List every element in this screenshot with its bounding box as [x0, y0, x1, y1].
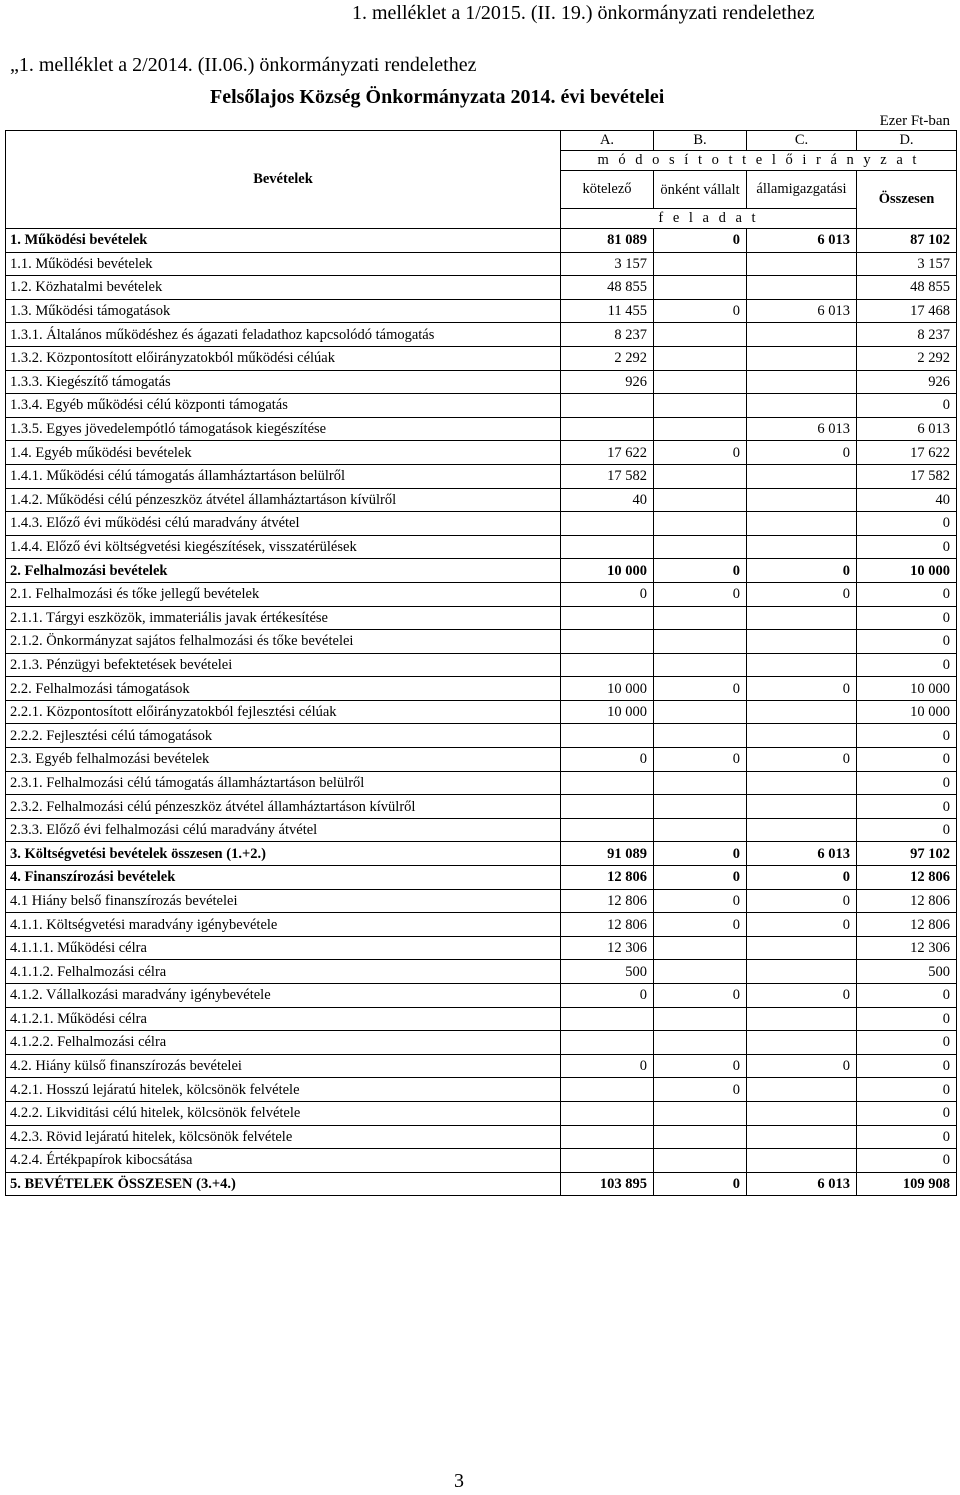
- osszesen-value: 6 013: [857, 417, 957, 441]
- row-label: 1.4.3. Előző évi működési célú maradvány átvétel: [6, 512, 561, 536]
- allamigazgatasi-value: [747, 1007, 857, 1031]
- row-label: 2.3.1. Felhalmozási célú támogatás államháztartáson belülről: [6, 771, 561, 795]
- kotelezo-value: 0: [561, 984, 654, 1008]
- document-title: Felsőlajos Község Önkormányzata 2014. évi bevételei: [210, 86, 665, 108]
- table-row: [6, 889, 957, 913]
- osszesen-value: 87 102: [857, 229, 957, 253]
- row-label: 2.2. Felhalmozási támogatások: [6, 677, 561, 701]
- table-row: [6, 818, 957, 842]
- osszesen-value: 0: [857, 1101, 957, 1125]
- osszesen-value: 0: [857, 535, 957, 559]
- table-row: [6, 653, 957, 677]
- table-row: [6, 441, 957, 465]
- onkent-value: 0: [654, 748, 747, 772]
- table-row: [6, 1031, 957, 1055]
- osszesen-value: 0: [857, 630, 957, 654]
- osszesen-value: 0: [857, 606, 957, 630]
- allamigazgatasi-value: 0: [747, 889, 857, 913]
- row-label: 2.1.2. Önkormányzat sajátos felhalmozási és tőke bevételei: [6, 630, 561, 654]
- row-label: 4.1.2.1. Működési célra: [6, 1007, 561, 1031]
- kotelezo-value: [561, 653, 654, 677]
- kotelezo-value: [561, 630, 654, 654]
- osszesen-value: 0: [857, 1031, 957, 1055]
- kotelezo-value: [561, 795, 654, 819]
- onkent-value: [654, 960, 747, 984]
- allamigazgatasi-value: [747, 252, 857, 276]
- row-label: 2.3. Egyéb felhalmozási bevételek: [6, 748, 561, 772]
- kotelezo-value: 12 806: [561, 866, 654, 890]
- allamigazgatasi-value: 0: [747, 1054, 857, 1078]
- osszesen-value: 17 468: [857, 299, 957, 323]
- allamigazgatasi-value: [747, 960, 857, 984]
- row-label: 1.4.4. Előző évi költségvetési kiegészítések, visszatérülések: [6, 535, 561, 559]
- allamigazgatasi-value: [747, 1101, 857, 1125]
- onkent-value: [654, 724, 747, 748]
- kotelezo-value: 500: [561, 960, 654, 984]
- col-letter-b: B.: [654, 131, 747, 151]
- table-row: [6, 394, 957, 418]
- unit-label: Ezer Ft-ban: [879, 113, 950, 129]
- osszesen-value: 10 000: [857, 559, 957, 583]
- onkent-value: 0: [654, 559, 747, 583]
- kotelezo-value: [561, 1078, 654, 1102]
- allamigazgatasi-value: [747, 606, 857, 630]
- kotelezo-value: [561, 771, 654, 795]
- allamigazgatasi-value: [747, 724, 857, 748]
- row-label: 1.3.3. Kiegészítő támogatás: [6, 370, 561, 394]
- kotelezo-value: 11 455: [561, 299, 654, 323]
- row-label: 2. Felhalmozási bevételek: [6, 559, 561, 583]
- table-row: [6, 606, 957, 630]
- onkent-value: 0: [654, 889, 747, 913]
- osszesen-value: 0: [857, 748, 957, 772]
- revenue-table-body: [6, 229, 957, 1196]
- revenue-table: [5, 130, 957, 1196]
- onkent-value: [654, 1101, 747, 1125]
- table-row: [6, 700, 957, 724]
- col-letter-c: C.: [747, 131, 857, 151]
- allamigazgatasi-value: 6 013: [747, 299, 857, 323]
- allamigazgatasi-value: 0: [747, 866, 857, 890]
- table-row: [6, 771, 957, 795]
- osszesen-value: 0: [857, 512, 957, 536]
- onkent-value: 0: [654, 1172, 747, 1196]
- onkent-value: [654, 370, 747, 394]
- row-label: 2.1.1. Tárgyi eszközök, immateriális javak értékesítése: [6, 606, 561, 630]
- osszesen-value: 0: [857, 795, 957, 819]
- table-row: [6, 795, 957, 819]
- kotelezo-value: 81 089: [561, 229, 654, 253]
- table-row: [6, 582, 957, 606]
- row-label: 1.3.1. Általános működéshez és ágazati feladathoz kapcsolódó támogatás: [6, 323, 561, 347]
- onkent-value: [654, 512, 747, 536]
- osszesen-value: 0: [857, 653, 957, 677]
- kotelezo-value: [561, 1125, 654, 1149]
- osszesen-value: 0: [857, 771, 957, 795]
- osszesen-value: 17 622: [857, 441, 957, 465]
- osszesen-value: 97 102: [857, 842, 957, 866]
- kotelezo-value: 10 000: [561, 677, 654, 701]
- allamigazgatasi-value: [747, 795, 857, 819]
- table-row: [6, 936, 957, 960]
- table-row: [6, 960, 957, 984]
- onkent-value: 0: [654, 582, 747, 606]
- allamigazgatasi-value: 0: [747, 748, 857, 772]
- row-label: 4.2.3. Rövid lejáratú hitelek, kölcsönök felvétele: [6, 1125, 561, 1149]
- table-row: [6, 488, 957, 512]
- allamigazgatasi-value: [747, 1031, 857, 1055]
- osszesen-value: 109 908: [857, 1172, 957, 1196]
- onkent-value: [654, 630, 747, 654]
- osszesen-value: 12 806: [857, 913, 957, 937]
- row-label: 1.3.4. Egyéb működési célú központi támogatás: [6, 394, 561, 418]
- onkent-value: 0: [654, 842, 747, 866]
- table-row: [6, 1149, 957, 1173]
- kotelezo-value: 0: [561, 748, 654, 772]
- osszesen-value: 0: [857, 394, 957, 418]
- row-label: 3. Költségvetési bevételek összesen (1.+2.): [6, 842, 561, 866]
- osszesen-value: 10 000: [857, 677, 957, 701]
- allamigazgatasi-value: [747, 512, 857, 536]
- kotelezo-value: 8 237: [561, 323, 654, 347]
- table-row: [6, 464, 957, 488]
- kotelezo-value: 103 895: [561, 1172, 654, 1196]
- osszesen-value: 3 157: [857, 252, 957, 276]
- kotelezo-value: [561, 512, 654, 536]
- table-row: [6, 323, 957, 347]
- row-label: 4.1 Hiány belső finanszírozás bevételei: [6, 889, 561, 913]
- kotelezo-value: [561, 535, 654, 559]
- allamigazgatasi-value: [747, 1125, 857, 1149]
- onkent-value: [654, 323, 747, 347]
- osszesen-value: 17 582: [857, 464, 957, 488]
- allamigazgatasi-value: [747, 1078, 857, 1102]
- table-row: [6, 370, 957, 394]
- table-row: [6, 229, 957, 253]
- allamigazgatasi-value: [747, 630, 857, 654]
- table-row: [6, 630, 957, 654]
- row-label: 5. BEVÉTELEK ÖSSZESEN (3.+4.): [6, 1172, 561, 1196]
- allamigazgatasi-value: [747, 346, 857, 370]
- row-label: 1.3.2. Központosított előirányzatokból működési célúak: [6, 346, 561, 370]
- allamigazgatasi-value: [747, 700, 857, 724]
- row-label: 4.1.2.2. Felhalmozási célra: [6, 1031, 561, 1055]
- row-label: 2.3.2. Felhalmozási célú pénzeszköz átvétel államháztartáson kívülről: [6, 795, 561, 819]
- row-label: 2.2.1. Központosított előirányzatokból fejlesztési célúak: [6, 700, 561, 724]
- kotelezo-value: [561, 1149, 654, 1173]
- allamigazgatasi-value: [747, 394, 857, 418]
- row-label: 4.1.1. Költségvetési maradvány igénybevétele: [6, 913, 561, 937]
- onkent-value: [654, 464, 747, 488]
- table-row: [6, 1007, 957, 1031]
- table-row: [6, 1172, 957, 1196]
- allamigazgatasi-value: [747, 488, 857, 512]
- allamigazgatasi-value: 6 013: [747, 1172, 857, 1196]
- kotelezo-value: [561, 1007, 654, 1031]
- table-row: [6, 512, 957, 536]
- allamigazgatasi-value: [747, 276, 857, 300]
- table-row: [6, 1054, 957, 1078]
- onkent-value: [654, 653, 747, 677]
- onkent-value: [654, 818, 747, 842]
- onkent-value: 0: [654, 299, 747, 323]
- kotelezo-value: [561, 394, 654, 418]
- table-row: [6, 299, 957, 323]
- row-label: 1. Működési bevételek: [6, 229, 561, 253]
- osszesen-value: 0: [857, 818, 957, 842]
- onkent-value: [654, 488, 747, 512]
- kotelezo-value: 12 806: [561, 889, 654, 913]
- row-label: 1.4.1. Működési célú támogatás államháztartáson belülről: [6, 464, 561, 488]
- kotelezo-value: [561, 1031, 654, 1055]
- kotelezo-value: 40: [561, 488, 654, 512]
- onkent-value: [654, 417, 747, 441]
- table-row: [6, 984, 957, 1008]
- col-letter-a: A.: [561, 131, 654, 151]
- header-line-2: „1. melléklet a 2/2014. (II.06.) önkormányzati rendelethez: [10, 54, 477, 76]
- onkent-value: [654, 606, 747, 630]
- onkent-value: 0: [654, 866, 747, 890]
- kotelezo-value: 0: [561, 1054, 654, 1078]
- col-letter-d: D.: [857, 131, 957, 151]
- onkent-value: [654, 252, 747, 276]
- osszesen-value: 0: [857, 724, 957, 748]
- kotelezo-value: 0: [561, 582, 654, 606]
- kotelezo-value: 12 806: [561, 913, 654, 937]
- table-row: [6, 842, 957, 866]
- table-row: [6, 276, 957, 300]
- kotelezo-value: 10 000: [561, 700, 654, 724]
- onkent-value: 0: [654, 984, 747, 1008]
- row-label: 4. Finanszírozási bevételek: [6, 866, 561, 890]
- allamigazgatasi-header: államigazgatási: [747, 171, 857, 209]
- row-label: 4.2.2. Likviditási célú hitelek, kölcsönök felvétele: [6, 1101, 561, 1125]
- header-line-1: 1. melléklet a 1/2015. (II. 19.) önkormányzati rendelethez: [352, 2, 815, 24]
- osszesen-header: Összesen: [857, 171, 957, 229]
- table-row: [6, 866, 957, 890]
- allamigazgatasi-value: 6 013: [747, 417, 857, 441]
- onkent-value: [654, 1149, 747, 1173]
- onkent-value: [654, 936, 747, 960]
- modositott-eloiranyzat-header: m ó d o s í t o t t e l ő i r á n y z a t: [561, 151, 957, 171]
- osszesen-value: 48 855: [857, 276, 957, 300]
- allamigazgatasi-value: [747, 464, 857, 488]
- kotelezo-value: 12 306: [561, 936, 654, 960]
- table-row: [6, 677, 957, 701]
- osszesen-value: 0: [857, 984, 957, 1008]
- allamigazgatasi-value: [747, 653, 857, 677]
- osszesen-value: 0: [857, 1007, 957, 1031]
- row-label: 1.2. Közhatalmi bevételek: [6, 276, 561, 300]
- allamigazgatasi-value: [747, 1149, 857, 1173]
- row-label: 4.2.1. Hosszú lejáratú hitelek, kölcsönök felvétele: [6, 1078, 561, 1102]
- allamigazgatasi-value: 0: [747, 984, 857, 1008]
- onkent-value: [654, 276, 747, 300]
- bevetelek-header: Bevételek: [6, 131, 561, 229]
- allamigazgatasi-value: 0: [747, 913, 857, 937]
- onkent-value: [654, 795, 747, 819]
- osszesen-value: 40: [857, 488, 957, 512]
- table-row: [6, 1101, 957, 1125]
- allamigazgatasi-value: 0: [747, 582, 857, 606]
- osszesen-value: 500: [857, 960, 957, 984]
- onkent-vallalt-header: önként vállalt: [654, 171, 747, 209]
- onkent-value: [654, 1007, 747, 1031]
- osszesen-value: 0: [857, 1078, 957, 1102]
- table-row: [6, 1078, 957, 1102]
- kotelezo-value: 91 089: [561, 842, 654, 866]
- osszesen-value: 2 292: [857, 346, 957, 370]
- allamigazgatasi-value: 0: [747, 559, 857, 583]
- kotelezo-header: kötelező: [561, 171, 654, 209]
- allamigazgatasi-value: 0: [747, 677, 857, 701]
- onkent-value: [654, 394, 747, 418]
- onkent-value: [654, 346, 747, 370]
- kotelezo-value: [561, 724, 654, 748]
- row-label: 1.4. Egyéb működési bevételek: [6, 441, 561, 465]
- allamigazgatasi-value: 0: [747, 441, 857, 465]
- row-label: 4.1.2. Vállalkozási maradvány igénybevétele: [6, 984, 561, 1008]
- row-label: 1.4.2. Működési célú pénzeszköz átvétel államháztartáson kívülről: [6, 488, 561, 512]
- onkent-value: [654, 535, 747, 559]
- page-number: 3: [454, 1470, 464, 1492]
- row-label: 1.3. Működési támogatások: [6, 299, 561, 323]
- table-row: [6, 913, 957, 937]
- table-row: [6, 252, 957, 276]
- allamigazgatasi-value: 6 013: [747, 229, 857, 253]
- table-row: [6, 748, 957, 772]
- onkent-value: [654, 1031, 747, 1055]
- onkent-value: 0: [654, 1054, 747, 1078]
- onkent-value: [654, 700, 747, 724]
- kotelezo-value: 926: [561, 370, 654, 394]
- kotelezo-value: 17 582: [561, 464, 654, 488]
- onkent-value: 0: [654, 441, 747, 465]
- table-row: [6, 559, 957, 583]
- allamigazgatasi-value: 6 013: [747, 842, 857, 866]
- table-row: [6, 417, 957, 441]
- kotelezo-value: [561, 606, 654, 630]
- table-row: [6, 535, 957, 559]
- onkent-value: [654, 1125, 747, 1149]
- kotelezo-value: 10 000: [561, 559, 654, 583]
- osszesen-value: 12 806: [857, 866, 957, 890]
- kotelezo-value: 48 855: [561, 276, 654, 300]
- allamigazgatasi-value: [747, 535, 857, 559]
- table-row: [6, 346, 957, 370]
- osszesen-value: 12 306: [857, 936, 957, 960]
- row-label: 4.2. Hiány külső finanszírozás bevételei: [6, 1054, 561, 1078]
- osszesen-value: 8 237: [857, 323, 957, 347]
- kotelezo-value: 17 622: [561, 441, 654, 465]
- row-label: 4.2.4. Értékpapírok kibocsátása: [6, 1149, 561, 1173]
- osszesen-value: 0: [857, 1125, 957, 1149]
- kotelezo-value: 3 157: [561, 252, 654, 276]
- kotelezo-value: 2 292: [561, 346, 654, 370]
- onkent-value: 0: [654, 677, 747, 701]
- osszesen-value: 0: [857, 1149, 957, 1173]
- row-label: 1.3.5. Egyes jövedelempótló támogatások kiegészítése: [6, 417, 561, 441]
- table-row: [6, 1125, 957, 1149]
- onkent-value: 0: [654, 229, 747, 253]
- table-row: [6, 724, 957, 748]
- allamigazgatasi-value: [747, 323, 857, 347]
- feladat-header: f e l a d a t: [561, 209, 857, 229]
- row-label: 2.1.3. Pénzügyi befektetések bevételei: [6, 653, 561, 677]
- onkent-value: [654, 771, 747, 795]
- row-label: 1.1. Működési bevételek: [6, 252, 561, 276]
- osszesen-value: 10 000: [857, 700, 957, 724]
- row-label: 2.1. Felhalmozási és tőke jellegű bevételek: [6, 582, 561, 606]
- allamigazgatasi-value: [747, 818, 857, 842]
- onkent-value: 0: [654, 913, 747, 937]
- kotelezo-value: [561, 818, 654, 842]
- row-label: 4.1.1.2. Felhalmozási célra: [6, 960, 561, 984]
- row-label: 2.3.3. Előző évi felhalmozási célú maradvány átvétel: [6, 818, 561, 842]
- osszesen-value: 0: [857, 582, 957, 606]
- row-label: 2.2.2. Fejlesztési célú támogatások: [6, 724, 561, 748]
- kotelezo-value: [561, 1101, 654, 1125]
- row-label: 4.1.1.1. Működési célra: [6, 936, 561, 960]
- kotelezo-value: [561, 417, 654, 441]
- osszesen-value: 926: [857, 370, 957, 394]
- onkent-value: 0: [654, 1078, 747, 1102]
- allamigazgatasi-value: [747, 370, 857, 394]
- allamigazgatasi-value: [747, 936, 857, 960]
- allamigazgatasi-value: [747, 771, 857, 795]
- osszesen-value: 0: [857, 1054, 957, 1078]
- osszesen-value: 12 806: [857, 889, 957, 913]
